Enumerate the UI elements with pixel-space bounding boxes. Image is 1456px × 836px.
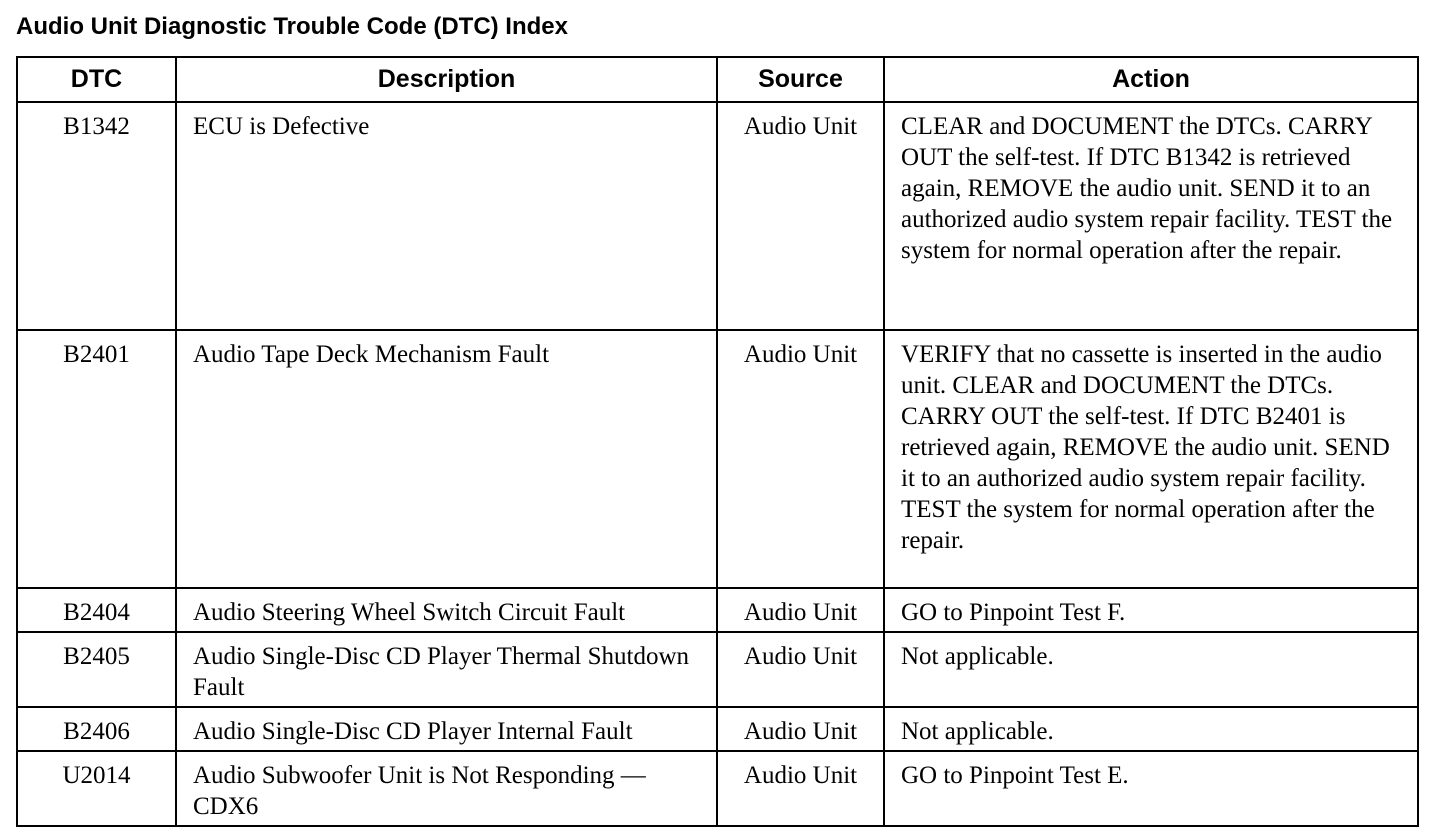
dtc-code-cell: B2405 — [17, 632, 176, 707]
action-cell: Not applicable. — [884, 707, 1418, 751]
table-header-row — [17, 57, 1418, 102]
page-title: Audio Unit Diagnostic Trouble Code (DTC) Index — [16, 13, 568, 40]
dtc-code-cell: U2014 — [17, 751, 176, 826]
table-row — [17, 330, 1418, 588]
action-cell: CLEAR and DOCUMENT the DTCs. CARRY OUT the self-test. If DTC B1342 is retrieved again, REMOVE the audio unit. SEND it to an authorized audio system repair facility. TEST the system for normal operation after the repair. — [884, 102, 1418, 330]
source-cell: Audio Unit — [717, 102, 884, 330]
action-cell: GO to Pinpoint Test F. — [884, 588, 1418, 632]
action-cell: GO to Pinpoint Test E. — [884, 751, 1418, 826]
source-cell: Audio Unit — [717, 588, 884, 632]
dtc-code-cell: B2404 — [17, 588, 176, 632]
table-row — [17, 632, 1418, 707]
description-cell: ECU is Defective — [176, 102, 717, 330]
source-cell: Audio Unit — [717, 632, 884, 707]
description-cell: Audio Tape Deck Mechanism Fault — [176, 330, 717, 588]
source-cell: Audio Unit — [717, 707, 884, 751]
table-row — [17, 707, 1418, 751]
column-header-dtc: DTC — [17, 57, 176, 102]
dtc-code-cell: B2406 — [17, 707, 176, 751]
description-cell: Audio Subwoofer Unit is Not Responding — CDX6 — [176, 751, 717, 826]
description-cell: Audio Steering Wheel Switch Circuit Fault — [176, 588, 717, 632]
description-cell: Audio Single-Disc CD Player Thermal Shutdown Fault — [176, 632, 717, 707]
dtc-code-cell: B1342 — [17, 102, 176, 330]
action-cell: Not applicable. — [884, 632, 1418, 707]
column-header-source: Source — [717, 57, 884, 102]
dtc-index-table — [16, 56, 1419, 827]
column-header-description: Description — [176, 57, 717, 102]
dtc-code-cell: B2401 — [17, 330, 176, 588]
action-cell: VERIFY that no cassette is inserted in the audio unit. CLEAR and DOCUMENT the DTCs. CARRY OUT the self-test. If DTC B2401 is retrieved again, REMOVE the audio unit. SEND it to an authorized audio system repair facility. TEST the system for normal operation after the repair. — [884, 330, 1418, 588]
description-cell: Audio Single-Disc CD Player Internal Fault — [176, 707, 717, 751]
table-row — [17, 102, 1418, 330]
source-cell: Audio Unit — [717, 330, 884, 588]
column-header-action: Action — [884, 57, 1418, 102]
table-row — [17, 588, 1418, 632]
table-row — [17, 751, 1418, 826]
source-cell: Audio Unit — [717, 751, 884, 826]
